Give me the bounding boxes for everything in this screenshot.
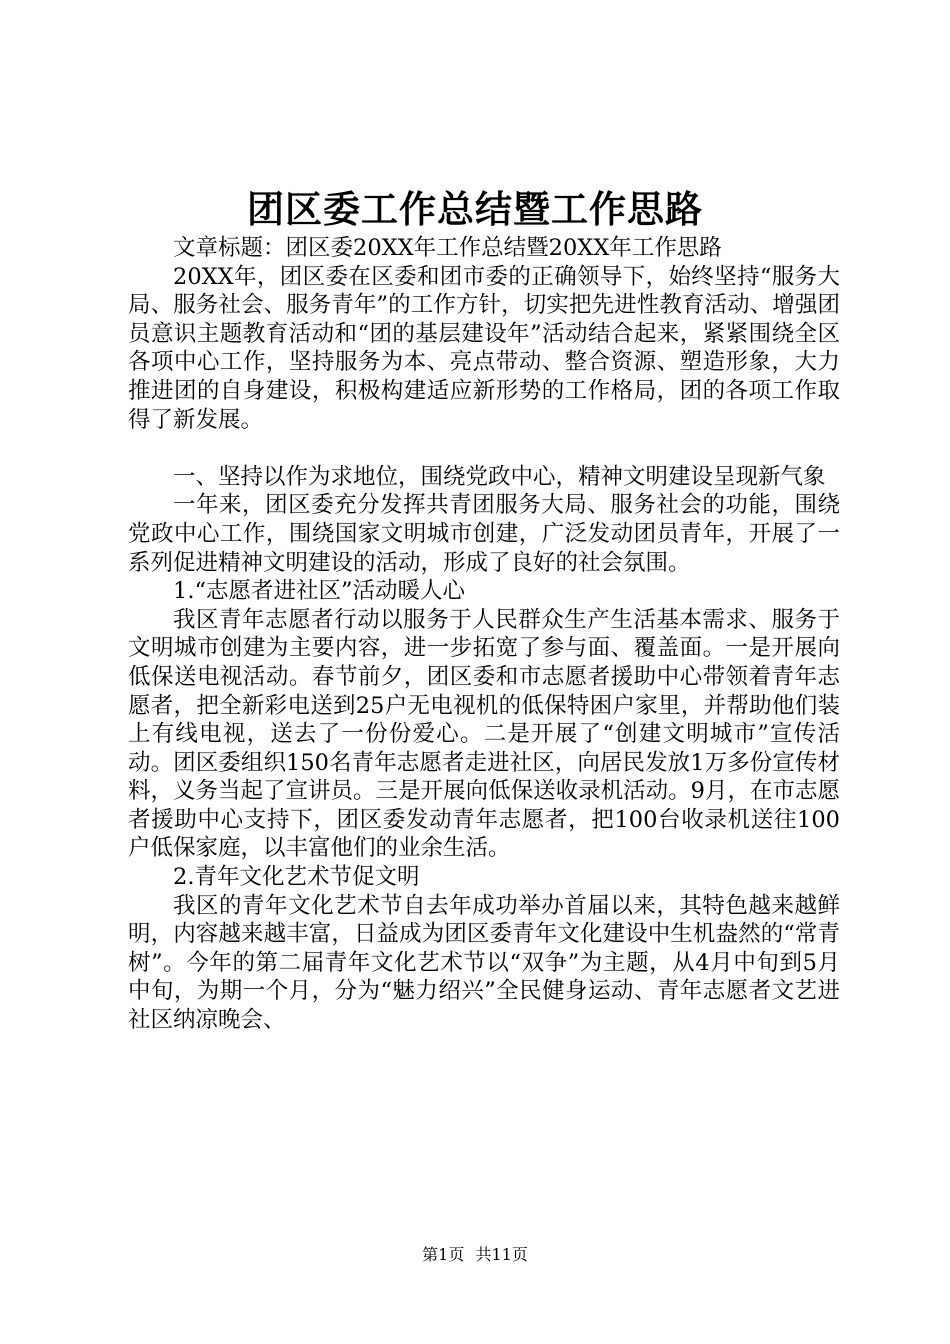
intro-paragraph: 20XX年，团区委在区委和团市委的正确领导下，始终坚持“服务大局、服务社会、服务青年”的工作方针，切实把先进性教育活动、增强团员意识主题教育活动和“团的基层建设年”活动结合起来，紧紧围绕全区各项中心工作，坚持服务为本、亮点带动、整合资源、塑造形象，大力推进团的自身建设，积极构建适应新形势的工作格局，团的各项工作取得了新发展。: [128, 263, 840, 433]
document-title: 团区委工作总结暨工作思路: [247, 187, 703, 231]
subsection-2-paragraph: 我区的青年文化艺术节自去年成功举办首届以来，其特色越来越鲜明，内容越来越丰富，日益成为团区委青年文化建设中生机盎然的“常青树”。今年的第二届青年文化艺术节以“双争”为主题，从4月中旬到5月中旬，为期一个月，分为“魅力绍兴”全民健身运动、青年志愿者文艺进社区纳凉晚会、: [128, 892, 840, 1034]
document-body: [128, 234, 840, 1035]
article-title-line: 文章标题：团区委20XX年工作总结暨20XX年工作思路: [173, 235, 722, 261]
subheading-2: 2.青年文化艺术节促文明: [173, 864, 420, 891]
page-footer: [0, 1244, 950, 1266]
page-total: 共11页: [475, 1245, 528, 1264]
section-1-paragraph: 一年来，团区委充分发挥共青团服务大局、服务社会的功能，围绕党政中心工作，围绕国家文明城市创建，广泛发动团员青年，开展了一系列促进精神文明建设的活动，形成了良好的社会氛围。: [128, 492, 840, 576]
subheading-1: 1.“志愿者进社区”活动暖人心: [173, 578, 465, 605]
subsection-1-paragraph: 我区青年志愿者行动以服务于人民群众生产生活基本需求、服务于文明城市创建为主要内容，进一步拓宽了参与面、覆盖面。一是开展向低保送电视活动。春节前夕，团区委和市志愿者援助中心带领着青年志愿者，把全新彩电送到25户无电视机的低保特困户家里，并帮助他们装上有线电视，送去了一份份爱心。二是开展了“创建文明城市”宣传活动。团区委组织150名青年志愿者走进社区，向居民发放1万多份宣传材料，义务当起了宣讲员。三是开展向低保送收录机活动。9月，在市志愿者援助中心支持下，团区委发动青年志愿者，把100台收录机送往100户低保家庭，以丰富他们的业余生活。: [128, 606, 840, 862]
page-number: 第1页: [422, 1245, 465, 1264]
section-heading-1: 一、坚持以作为求地位，围绕党政中心，精神文明建设呈现新气象: [173, 463, 826, 490]
paragraph-gap: [128, 434, 840, 463]
